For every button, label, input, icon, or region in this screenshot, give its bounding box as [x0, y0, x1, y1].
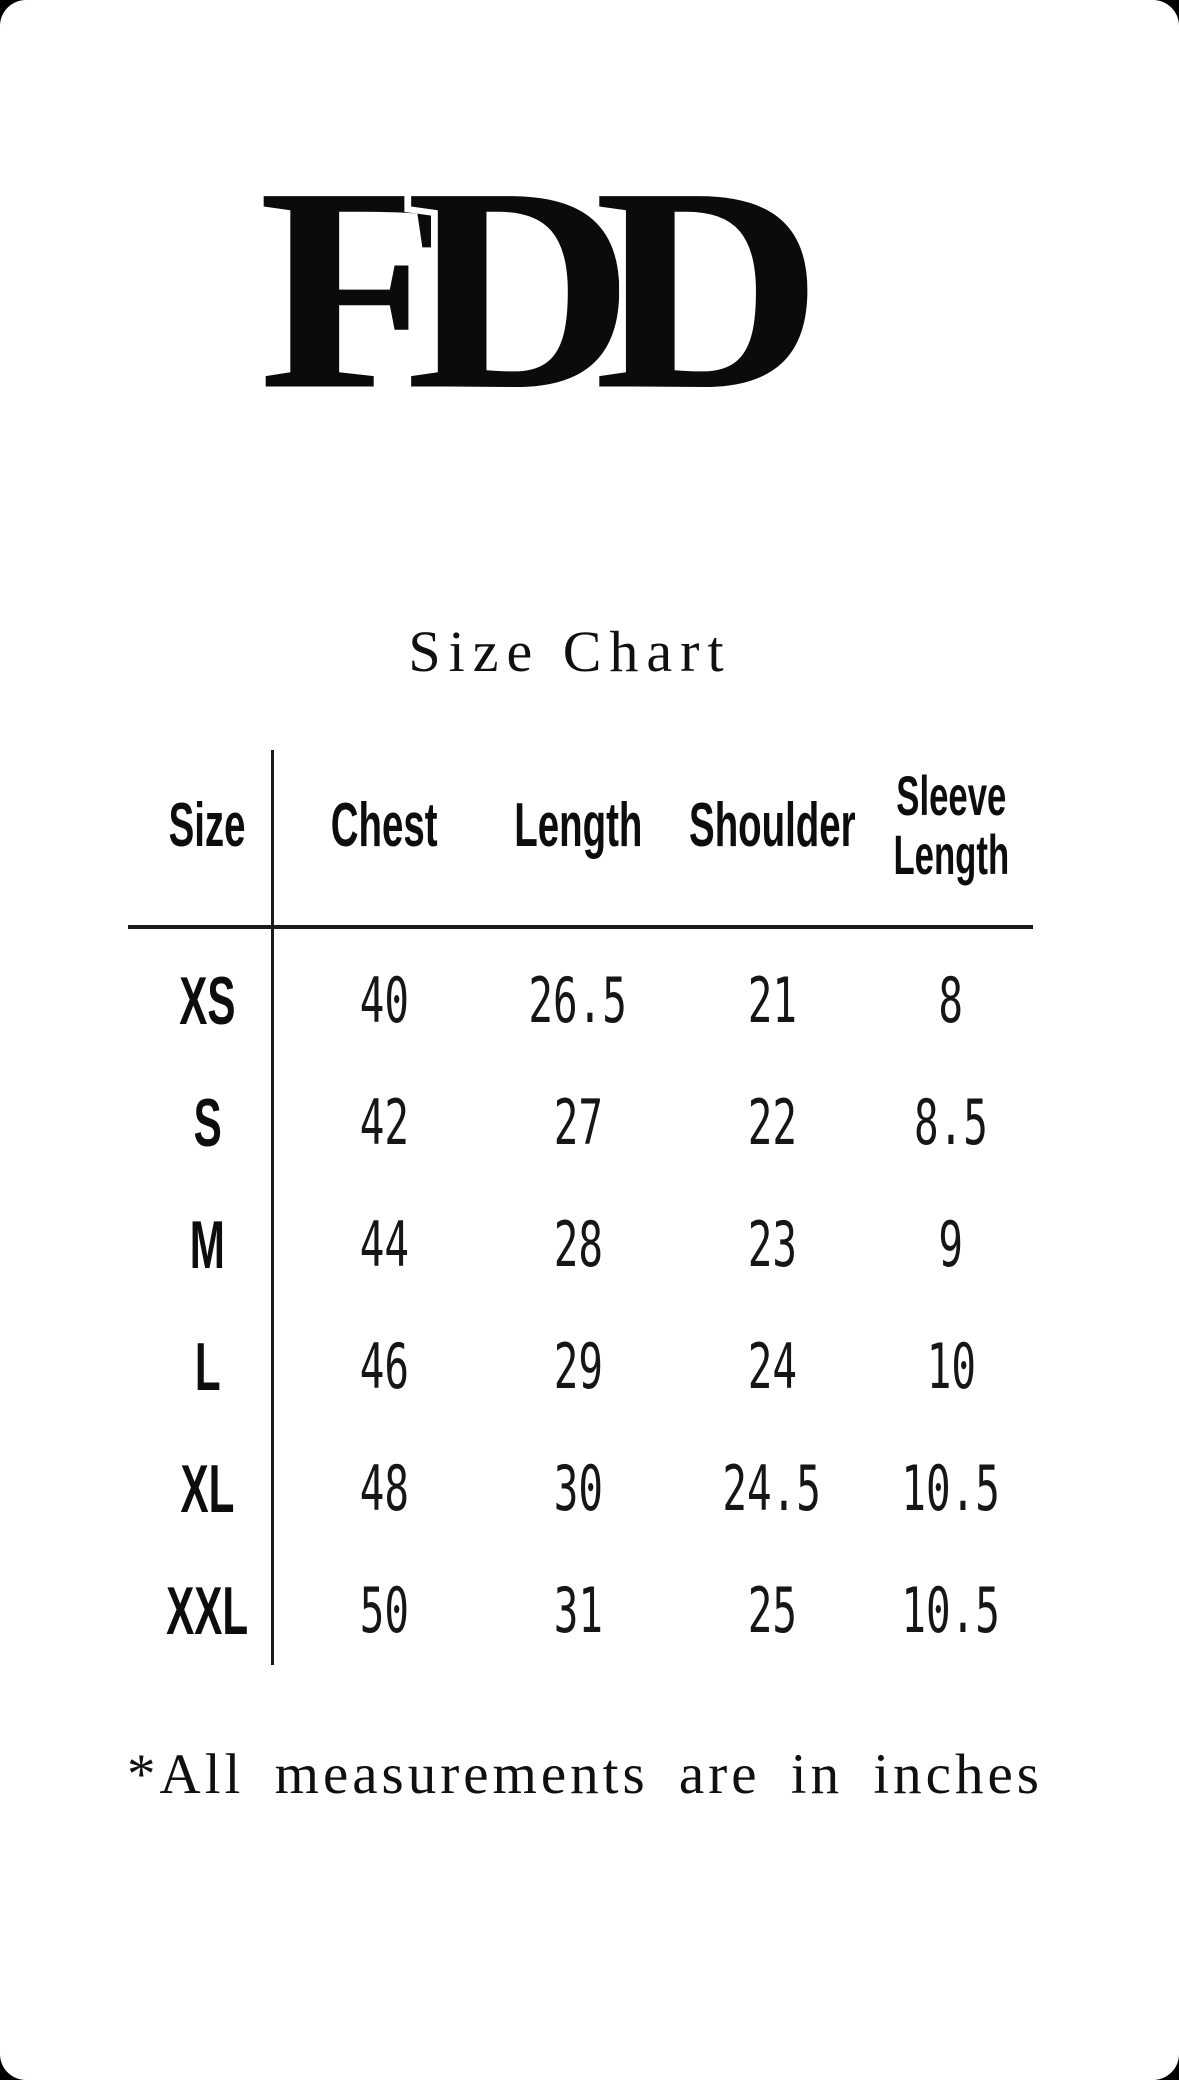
- cell-xs-sleeve: 8: [938, 964, 964, 1037]
- cell-xl-length: 30: [553, 1452, 603, 1525]
- cell-s-length: 27: [553, 1086, 603, 1159]
- cell-xs-length: 26.5: [528, 964, 628, 1037]
- column-header-sleeve-length: Sleeve Length: [893, 764, 1009, 886]
- cell-xxl-chest: 50: [359, 1574, 409, 1647]
- brand-logo: [256, 183, 834, 401]
- cell-s-chest: 42: [359, 1086, 409, 1159]
- cell-l-length: 29: [553, 1330, 603, 1403]
- cell-s-shoulder: 22: [747, 1086, 797, 1159]
- cell-xxl-sleeve: 10.5: [901, 1574, 1001, 1647]
- size-table: [128, 750, 1033, 1672]
- page-title: Size Chart: [408, 619, 732, 684]
- cell-xxl-shoulder: 25: [747, 1574, 797, 1647]
- column-header-shoulder: Shoulder: [688, 791, 856, 861]
- row-label-m: M: [189, 1207, 226, 1283]
- column-header-size: Size: [169, 791, 246, 861]
- row-label-s: S: [193, 1085, 222, 1161]
- cell-s-sleeve: 8.5: [914, 1086, 988, 1159]
- logo-letter-d1: D: [405, 183, 635, 401]
- column-header-chest: Chest: [330, 791, 438, 861]
- cell-l-sleeve: 10: [926, 1330, 976, 1403]
- cell-xs-shoulder: 21: [747, 964, 797, 1037]
- row-label-xxl: XXL: [166, 1573, 249, 1649]
- cell-m-sleeve: 9: [938, 1208, 964, 1281]
- cell-m-chest: 44: [359, 1208, 409, 1281]
- cell-l-chest: 46: [359, 1330, 409, 1403]
- cell-xs-chest: 40: [359, 964, 409, 1037]
- cell-xl-shoulder: 24.5: [722, 1452, 822, 1525]
- row-label-l: L: [194, 1329, 221, 1405]
- row-label-xl: XL: [180, 1451, 235, 1527]
- cell-m-shoulder: 23: [747, 1208, 797, 1281]
- measurements-footnote: *All measurements are in inches: [127, 1743, 1043, 1806]
- column-header-length: Length: [513, 791, 643, 861]
- cell-m-length: 28: [553, 1208, 603, 1281]
- cell-xxl-length: 31: [553, 1574, 603, 1647]
- cell-xl-chest: 48: [359, 1452, 409, 1525]
- logo-letter-f: F: [258, 183, 453, 401]
- row-label-xs: XS: [179, 963, 236, 1039]
- cell-xl-sleeve: 10.5: [901, 1452, 1001, 1525]
- cell-l-shoulder: 24: [747, 1330, 797, 1403]
- logo-letter-d2: D: [593, 183, 823, 401]
